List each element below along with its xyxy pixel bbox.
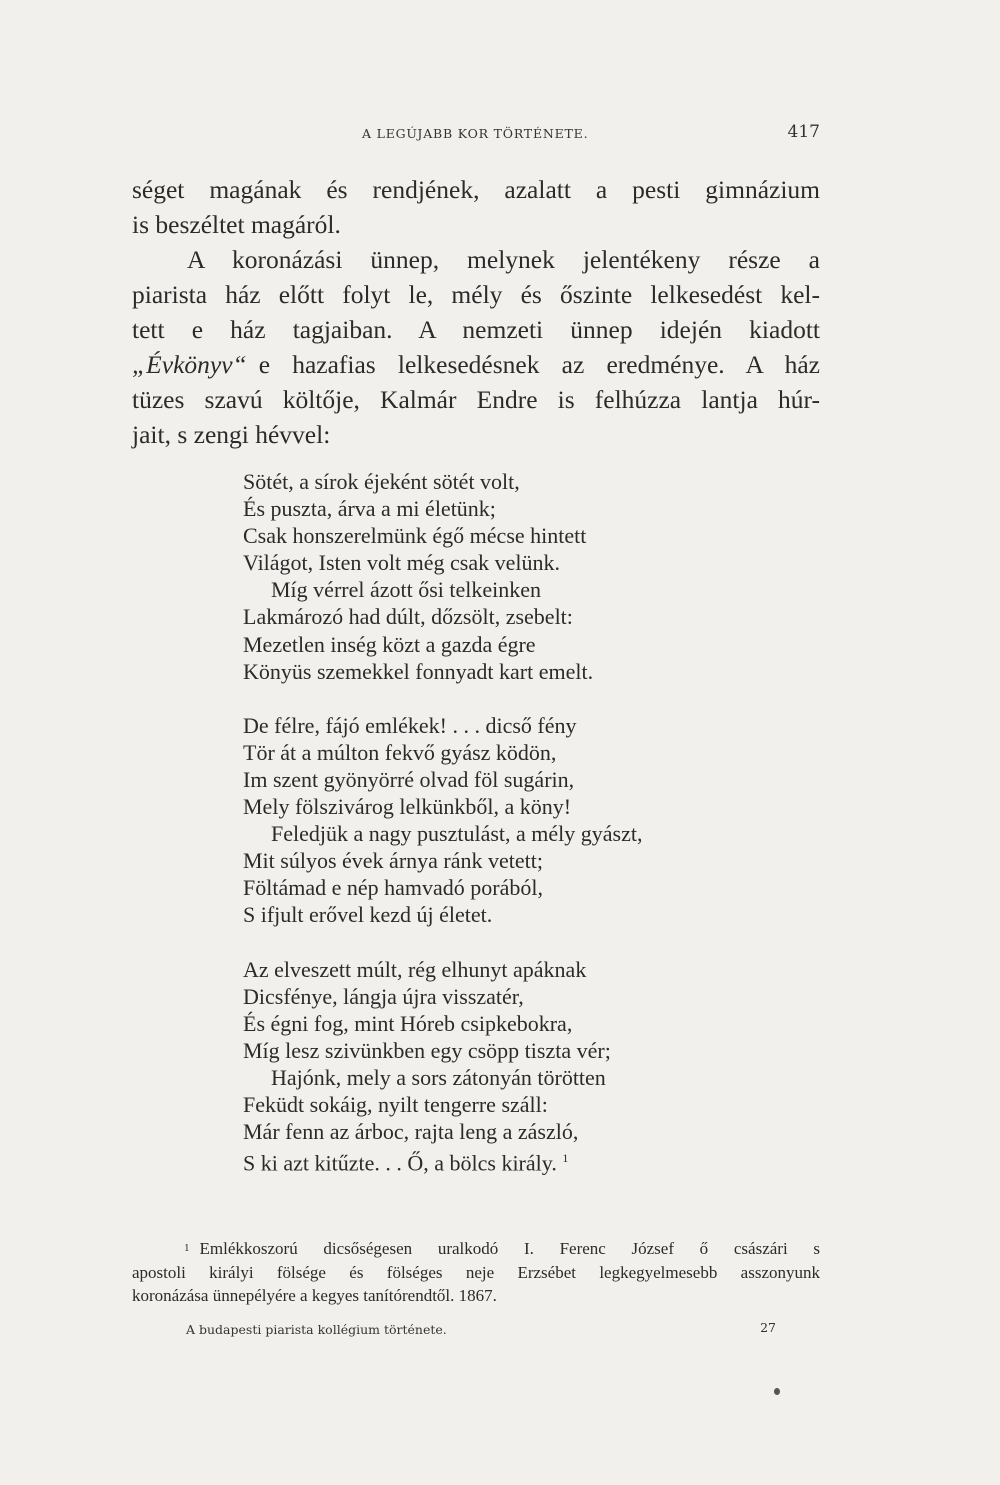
verse: S ifjult erővel kezd új életet. [243, 902, 493, 928]
verse: És égni fog, mint Hóreb csipkebokra, [243, 1010, 573, 1036]
prose-line: is beszéltet magáról. [132, 210, 341, 239]
prose-line: A koronázási ünnep, melynek jelentékeny része a [187, 245, 820, 274]
prose-paragraphs [132, 172, 820, 452]
ink-speck [774, 1388, 780, 1395]
footnote-line: apostoli királyi fölsége és fölséges neje Erzsébet legkegyelmesebb asszonyunk [132, 1262, 820, 1282]
verse: Mely fölszivárog lelkünkből, a köny! [243, 794, 572, 820]
footnote-ref[interactable]: 1 [562, 1151, 569, 1166]
verse: Feledjük a nagy pusztulást, a mély gyászt, [271, 821, 643, 847]
footnote-marker: 1 [184, 1242, 190, 1254]
prose-line-with-title [132, 347, 820, 382]
verse-text: S ki azt kitűzte. . . Ő, a bölcs király. [243, 1150, 557, 1176]
prose-line-rest: e hazafias lelkesedésnek az eredménye. A ház [258, 350, 820, 379]
page-number: 417 [787, 122, 820, 142]
poem-stanza-1 [243, 468, 763, 685]
verse: Sötét, a sírok éjeként sötét volt, [243, 469, 520, 494]
verse: És puszta, árva a mi életünk; [243, 496, 496, 522]
verse: De félre, fájó emlékek! . . . dicső fény [243, 712, 577, 738]
verse: Világot, Isten volt még csak velünk. [243, 550, 561, 576]
prose-line: piarista ház előtt folyt le, mély és őszinte lelkesedést kel- [132, 280, 820, 309]
running-head [130, 122, 820, 146]
poem-stanza-2 [243, 712, 763, 929]
footnote-text: Emlékkoszorú dicsőségesen uralkodó I. Ferenc József ő császári s [199, 1239, 820, 1258]
verse: Már fenn az árboc, rajta leng a zászló, [243, 1119, 579, 1145]
yearbook-title: „Évkönyv“ [132, 350, 247, 379]
verse: Könyüs szemekkel fonnyadt kart emelt. [243, 658, 594, 684]
footnote [132, 1237, 820, 1308]
sheet-number: 27 [760, 1320, 776, 1335]
footnote-line: koronázása ünnepélyére a kegyes tanítórendtől. 1867. [132, 1286, 497, 1305]
verse: Lakmározó had dúlt, dőzsölt, zsebelt: [243, 604, 573, 630]
verse: Míg vérrel ázott ősi telkeinken [271, 577, 542, 603]
verse: Mit súlyos évek árnya ránk vetett; [243, 848, 543, 874]
prose-line: séget magának és rendjének, azalatt a pesti gimnázium [132, 175, 820, 204]
verse: Hajónk, mely a sors zátonyán törötten [271, 1064, 606, 1090]
printer-signature [186, 1322, 776, 1344]
verse: Feküdt sokáig, nyilt tengerre száll: [243, 1091, 548, 1117]
running-title: A LEGÚJABB KOR TÖRTÉNETE. [362, 126, 589, 141]
verse-with-footnote [243, 1145, 763, 1176]
verse: Míg lesz szivünkben egy csöpp tiszta vér; [243, 1037, 611, 1063]
verse: Tör át a múlton fekvő gyász ködön, [243, 739, 557, 765]
verse: Az elveszett múlt, rég elhunyt apáknak [243, 956, 587, 982]
verse: Mezetlen inség közt a gazda égre [243, 631, 536, 657]
verse: Dicsfénye, lángja újra visszatér, [243, 983, 524, 1009]
prose-line: tett e ház tagjaiban. A nemzeti ünnep idején kiadott [132, 315, 820, 344]
signature-text: A budapesti piarista kollégium története. [186, 1322, 447, 1337]
poem [243, 468, 763, 1199]
prose-line: jait, s zengi hévvel: [132, 420, 331, 449]
verse: Csak honszerelmünk égő mécse hintett [243, 523, 587, 549]
poem-stanza-3 [243, 956, 763, 1176]
verse: Im szent gyönyörré olvad föl sugárin, [243, 766, 575, 792]
verse: Föltámad e nép hamvadó porából, [243, 875, 543, 901]
footnote-line [132, 1237, 820, 1261]
prose-line: tüzes szavú költője, Kalmár Endre is felhúzza lantja húr- [132, 385, 820, 414]
